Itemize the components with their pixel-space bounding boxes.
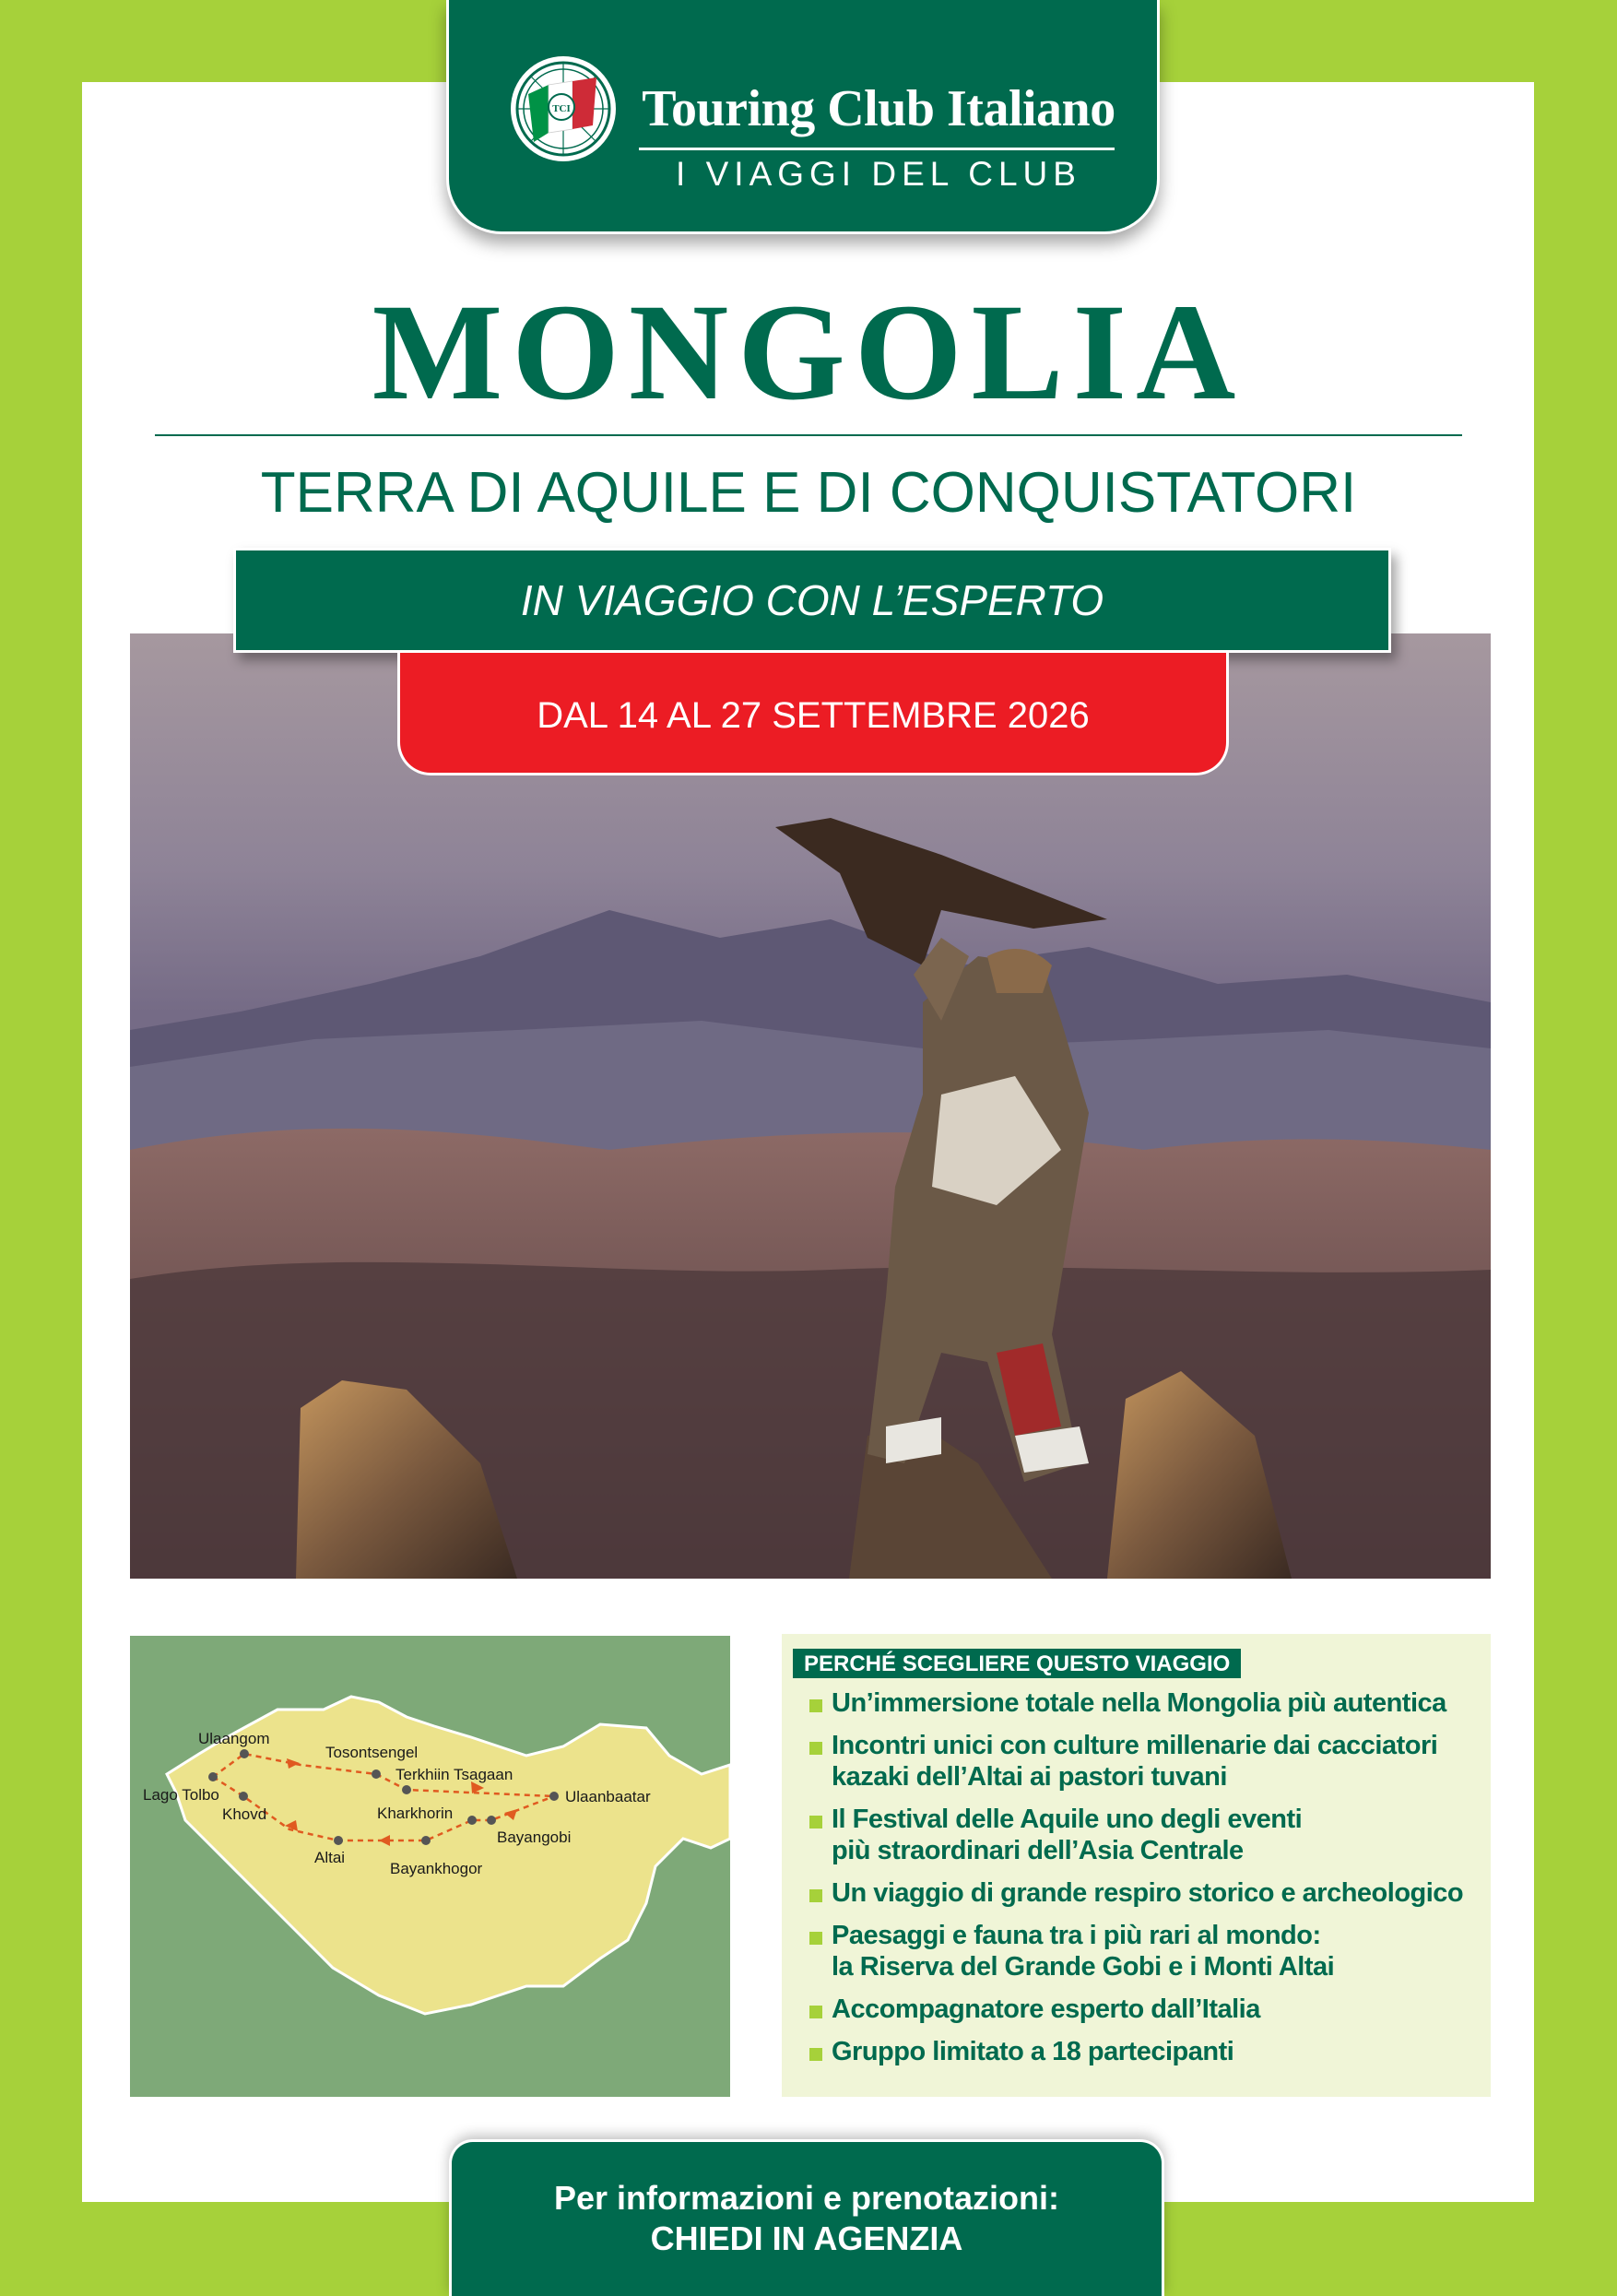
city-label: Ulaangom — [198, 1730, 270, 1747]
date-banner: DAL 14 AL 27 SETTEMBRE 2026 — [397, 653, 1229, 775]
list-item: Gruppo limitato a 18 partecipanti — [809, 2036, 1482, 2067]
list-item: Accompagnatore esperto dall’Italia — [809, 1994, 1482, 2025]
bullet-square-icon — [809, 1889, 822, 1902]
city-label: Lago Tolbo — [143, 1786, 219, 1804]
header-tab — [446, 0, 1160, 234]
city-label: Bayankhogor — [390, 1860, 483, 1877]
why-choose-list — [809, 1687, 1482, 2078]
why-choose-panel — [782, 1634, 1491, 2097]
footer-info-text: Per informazioni e prenotazioni: — [553, 2179, 1060, 2217]
list-item: Paesaggi e fauna tra i più rari al mondo: la Riserva del Grande Gobi e i Monti Altai — [809, 1920, 1482, 1982]
city-label: Kharkhorin — [377, 1805, 454, 1822]
logo-text: TCI — [552, 103, 571, 114]
city-label: Khovd — [222, 1805, 267, 1823]
city-label: Bayangobi — [497, 1829, 572, 1846]
brand-divider — [639, 148, 1115, 150]
list-item: Un viaggio di grande respiro storico e archeologico — [809, 1877, 1482, 1909]
brand-subtitle: I VIAGGI DEL CLUB — [676, 155, 1081, 193]
bullet-square-icon — [809, 1742, 822, 1755]
bullet-square-icon — [809, 1816, 822, 1829]
city-label: Altai — [314, 1849, 346, 1866]
list-item: Incontri unici con culture millenarie dai cacciatori kazaki dell’Altai ai pastori tuvani — [809, 1730, 1482, 1793]
title-divider — [155, 434, 1462, 436]
city-label: Tosontsengel — [325, 1744, 419, 1761]
bullet-square-icon — [809, 1932, 822, 1945]
footer-cta-text: CHIEDI IN AGENZIA — [650, 2219, 963, 2257]
footer-contact-tab — [449, 2139, 1164, 2296]
page-title: MONGOLIA — [372, 276, 1245, 429]
page-subtitle: TERRA DI AQUILE E DI CONQUISTATORI — [260, 461, 1357, 525]
list-item: Il Festival delle Aquile uno degli eventi più straordinari dell’Asia Centrale — [809, 1804, 1482, 1866]
expert-banner: IN VIAGGIO CON L’ESPERTO — [233, 548, 1391, 653]
mongolia-map — [130, 1636, 730, 2097]
list-item: Un’immersione totale nella Mongolia più autentica — [809, 1687, 1482, 1719]
city-label: Ulaanbaatar — [565, 1788, 651, 1805]
bullet-square-icon — [809, 2048, 822, 2061]
route-map — [130, 1636, 730, 2097]
why-choose-title: PERCHÉ SCEGLIERE QUESTO VIAGGIO — [793, 1649, 1241, 1678]
city-label: Terkhiin Tsagaan — [395, 1766, 513, 1783]
brand-name: Touring Club Italiano — [642, 80, 1115, 137]
tci-logo-icon — [508, 53, 619, 164]
bullet-square-icon — [809, 2006, 822, 2018]
bullet-square-icon — [809, 1699, 822, 1712]
